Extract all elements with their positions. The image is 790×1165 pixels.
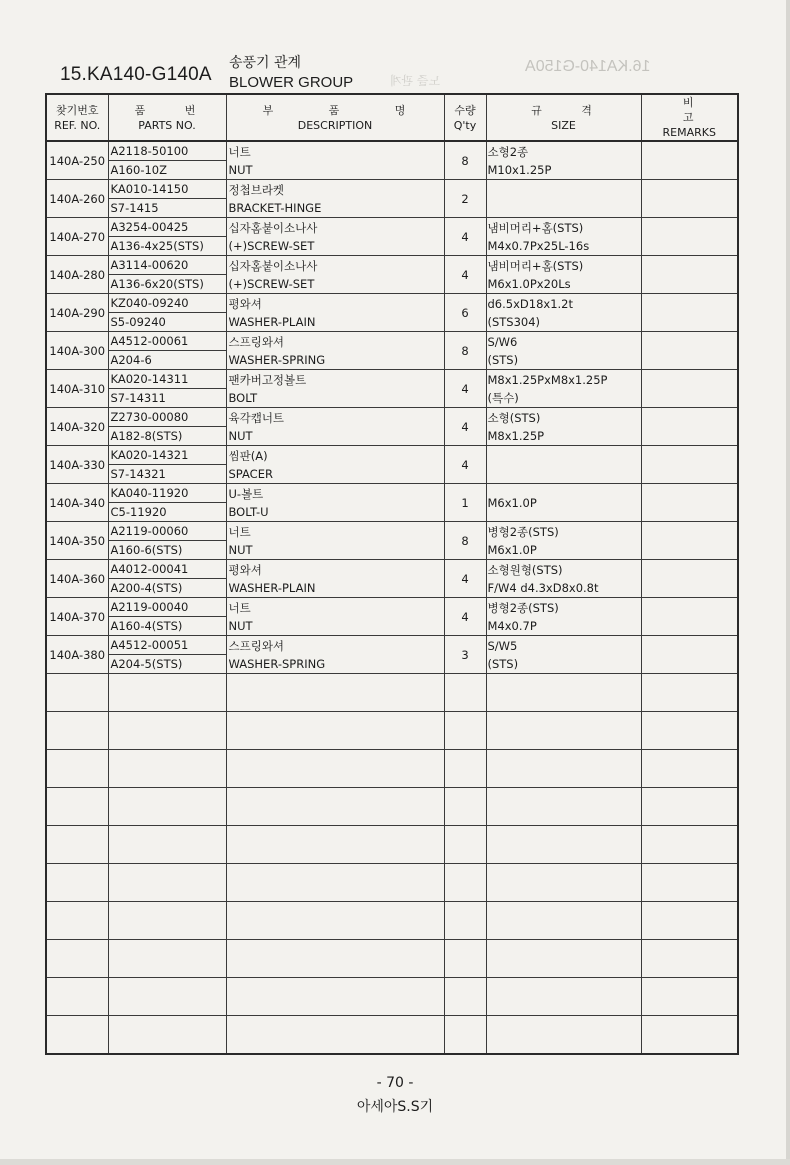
size-spec-2: M6x1.0P [487, 542, 537, 557]
description-korean: 너트 [228, 600, 251, 615]
description-cell [226, 370, 444, 408]
column-header-size: 규 격 SIZE [486, 94, 641, 141]
size-cell [486, 636, 641, 674]
quantity: 4 [444, 256, 486, 294]
parts-number: KA040-11920 [110, 486, 189, 500]
quantity: 4 [444, 370, 486, 408]
empty-cell [108, 788, 226, 826]
quantity: 8 [444, 522, 486, 560]
parts-number-cell [108, 256, 226, 294]
description-english: NUT [228, 618, 253, 633]
description-cell [226, 180, 444, 218]
parts-number: KA020-14311 [110, 372, 189, 386]
size-spec-2: M10x1.25P [487, 162, 552, 177]
empty-cell [108, 750, 226, 788]
empty-cell [226, 940, 444, 978]
parts-number: KA010-14150 [110, 182, 189, 196]
size-spec-1: 냄비머리+홈(STS) [487, 220, 584, 235]
table-row [46, 598, 738, 636]
empty-cell [486, 826, 641, 864]
empty-cell [108, 826, 226, 864]
size-cell [486, 446, 641, 484]
ref-number: 140A-260 [46, 180, 108, 218]
empty-cell [444, 940, 486, 978]
description-cell [226, 446, 444, 484]
empty-cell [226, 750, 444, 788]
parts-number-cell [108, 484, 226, 522]
parts-number-alt: S7-14311 [109, 388, 226, 407]
company-name: 아세아S.S기 [356, 1099, 434, 1115]
parts-number-cell [108, 446, 226, 484]
parts-number-cell [108, 370, 226, 408]
parts-number-alt: A204-5(STS) [109, 654, 226, 673]
ref-number: 140A-380 [46, 636, 108, 674]
page-edge-bottom [0, 1159, 790, 1165]
description-english: (+)SCREW-SET [228, 276, 315, 291]
size-cell [486, 180, 641, 218]
empty-cell [641, 1016, 738, 1055]
parts-number: A4512-00051 [110, 638, 189, 652]
description-korean: 십자홈붙이소나사 [228, 220, 318, 235]
description-korean: 스프링와셔 [228, 638, 285, 653]
remarks [641, 636, 738, 674]
description-korean: 너트 [228, 144, 251, 159]
size-spec-2: M8x1.25P [487, 428, 545, 443]
parts-number: A2119-00060 [110, 524, 189, 538]
empty-cell [108, 940, 226, 978]
empty-cell [486, 902, 641, 940]
size-spec-2: M4x0.7Px25L-16s [487, 238, 590, 253]
empty-cell [641, 750, 738, 788]
remarks [641, 370, 738, 408]
empty-cell [108, 1016, 226, 1055]
parts-number-cell [108, 522, 226, 560]
empty-cell [641, 864, 738, 902]
empty-cell [444, 750, 486, 788]
parts-number: A4512-00061 [110, 334, 189, 348]
table-row [46, 141, 738, 180]
section-code: 15.KA140-G140A [60, 64, 212, 85]
size-cell [486, 522, 641, 560]
empty-cell [486, 940, 641, 978]
description-english: NUT [228, 162, 253, 177]
parts-number-alt: A182-8(STS) [109, 426, 226, 445]
size-spec-1: d6.5xD18x1.2t [487, 296, 573, 311]
section-title-korean: 송풍기 관계 [229, 55, 302, 71]
quantity: 8 [444, 141, 486, 180]
size-spec-1: M6x1.0P [487, 495, 537, 510]
empty-cell [46, 750, 108, 788]
empty-table-row [46, 788, 738, 826]
section-title-english: BLOWER GROUP [229, 74, 354, 91]
description-english: NUT [228, 542, 253, 557]
quantity: 8 [444, 332, 486, 370]
empty-cell [444, 1016, 486, 1055]
size-spec-2: M4x0.7P [487, 618, 537, 633]
empty-table-row [46, 712, 738, 750]
empty-cell [46, 864, 108, 902]
size-cell [486, 218, 641, 256]
column-header-qty: 수량 Q'ty [444, 94, 486, 141]
size-spec-2: (STS) [487, 656, 519, 671]
size-cell [486, 408, 641, 446]
empty-cell [46, 712, 108, 750]
table-row [46, 522, 738, 560]
description-english: WASHER-SPRING [228, 656, 326, 671]
empty-cell [226, 1016, 444, 1055]
description-cell [226, 598, 444, 636]
empty-cell [444, 902, 486, 940]
empty-cell [641, 674, 738, 712]
parts-number-alt: A136-6x20(STS) [109, 274, 226, 293]
parts-number-alt: C5-11920 [109, 502, 226, 521]
description-korean: 스프링와셔 [228, 334, 285, 349]
empty-cell [641, 978, 738, 1016]
description-english: NUT [228, 428, 253, 443]
size-spec-1: 소형원형(STS) [487, 562, 563, 577]
page-header [0, 0, 790, 92]
parts-number-cell [108, 141, 226, 180]
empty-cell [226, 902, 444, 940]
parts-number-alt: S7-1415 [109, 198, 226, 217]
quantity: 6 [444, 294, 486, 332]
parts-number: KZ040-09240 [110, 296, 189, 310]
empty-table-row [46, 940, 738, 978]
table-row [46, 636, 738, 674]
remarks [641, 560, 738, 598]
parts-number-cell [108, 180, 226, 218]
size-spec-1: 소형2종 [487, 144, 529, 159]
table-row [46, 332, 738, 370]
table-header-row [46, 94, 738, 141]
remarks [641, 522, 738, 560]
size-spec-1: 병형2종(STS) [487, 524, 559, 539]
parts-number-cell [108, 636, 226, 674]
empty-cell [444, 978, 486, 1016]
empty-cell [46, 978, 108, 1016]
ref-number: 140A-320 [46, 408, 108, 446]
empty-cell [444, 826, 486, 864]
empty-cell [108, 902, 226, 940]
description-cell [226, 636, 444, 674]
quantity: 1 [444, 484, 486, 522]
ref-number: 140A-340 [46, 484, 108, 522]
table-row [46, 218, 738, 256]
size-cell [486, 141, 641, 180]
remarks [641, 408, 738, 446]
quantity: 4 [444, 598, 486, 636]
empty-table-row [46, 750, 738, 788]
size-spec-1: 병형2종(STS) [487, 600, 559, 615]
parts-number-alt: A160-6(STS) [109, 540, 226, 559]
empty-table-row [46, 864, 738, 902]
empty-cell [226, 826, 444, 864]
empty-cell [108, 978, 226, 1016]
ref-number: 140A-300 [46, 332, 108, 370]
empty-cell [444, 674, 486, 712]
description-korean: U-볼트 [228, 486, 264, 501]
empty-cell [641, 826, 738, 864]
empty-cell [486, 864, 641, 902]
parts-number-cell [108, 218, 226, 256]
parts-number-alt: S5-09240 [109, 312, 226, 331]
description-cell [226, 256, 444, 294]
parts-number-cell [108, 294, 226, 332]
parts-number-alt: A160-4(STS) [109, 616, 226, 635]
description-cell [226, 560, 444, 598]
empty-cell [46, 674, 108, 712]
description-korean: 씸판(A) [228, 448, 268, 463]
description-english: BOLT [228, 390, 258, 405]
table-row [46, 294, 738, 332]
parts-number: KA020-14321 [110, 448, 189, 462]
size-spec-2: (STS) [487, 352, 519, 367]
empty-cell [108, 674, 226, 712]
parts-table [45, 93, 739, 1055]
description-english: WASHER-PLAIN [228, 314, 316, 329]
description-korean: 평와셔 [228, 562, 262, 577]
parts-number: Z2730-00080 [110, 410, 189, 424]
ref-number: 140A-270 [46, 218, 108, 256]
page-number: - 70 - [376, 1075, 414, 1091]
ref-number: 140A-360 [46, 560, 108, 598]
quantity: 4 [444, 560, 486, 598]
description-korean: 너트 [228, 524, 251, 539]
ref-number: 140A-280 [46, 256, 108, 294]
parts-number-cell [108, 332, 226, 370]
remarks [641, 218, 738, 256]
description-english: SPACER [228, 466, 273, 481]
remarks [641, 256, 738, 294]
size-spec-2: (STS304) [487, 314, 541, 329]
description-korean: 평와셔 [228, 296, 262, 311]
column-header-ref: 찾기번호 REF. NO. [46, 94, 108, 141]
empty-cell [641, 902, 738, 940]
remarks [641, 446, 738, 484]
empty-table-row [46, 1016, 738, 1055]
size-cell [486, 256, 641, 294]
ref-number: 140A-250 [46, 141, 108, 180]
page-edge [786, 0, 790, 1165]
size-spec-1: S/W5 [487, 638, 518, 653]
empty-cell [444, 864, 486, 902]
parts-number: A2118-50100 [110, 144, 189, 158]
size-cell [486, 484, 641, 522]
description-cell [226, 141, 444, 180]
size-cell [486, 598, 641, 636]
empty-cell [226, 864, 444, 902]
empty-table-row [46, 902, 738, 940]
size-spec-2: F/W4 d4.3xD8x0.8t [487, 580, 599, 595]
remarks [641, 180, 738, 218]
quantity: 4 [444, 408, 486, 446]
empty-cell [486, 1016, 641, 1055]
empty-table-row [46, 674, 738, 712]
description-cell [226, 522, 444, 560]
empty-cell [486, 788, 641, 826]
size-cell [486, 294, 641, 332]
description-korean: 정첩브라켓 [228, 182, 285, 197]
parts-number-alt: S7-14321 [109, 464, 226, 483]
empty-cell [46, 826, 108, 864]
table-row [46, 180, 738, 218]
empty-cell [486, 674, 641, 712]
size-cell [486, 560, 641, 598]
empty-cell [486, 978, 641, 1016]
parts-number: A2119-00040 [110, 600, 189, 614]
description-cell [226, 294, 444, 332]
empty-cell [226, 674, 444, 712]
empty-cell [641, 788, 738, 826]
description-korean: 십자홈붙이소나사 [228, 258, 318, 273]
ref-number: 140A-310 [46, 370, 108, 408]
remarks [641, 484, 738, 522]
column-header-parts-no: 품 번 PARTS NO. [108, 94, 226, 141]
size-spec-1: S/W6 [487, 334, 518, 349]
remarks [641, 332, 738, 370]
empty-cell [226, 788, 444, 826]
parts-number: A4012-00041 [110, 562, 189, 576]
description-cell [226, 218, 444, 256]
table-row [46, 560, 738, 598]
empty-cell [46, 902, 108, 940]
description-english: WASHER-PLAIN [228, 580, 316, 595]
empty-cell [486, 750, 641, 788]
parts-number-alt: A136-4x25(STS) [109, 236, 226, 255]
remarks [641, 141, 738, 180]
empty-cell [46, 1016, 108, 1055]
size-spec-1: 소형(STS) [487, 410, 541, 425]
table-row [46, 408, 738, 446]
remarks [641, 598, 738, 636]
parts-table-body [46, 141, 738, 1054]
description-english: BRACKET-HINGE [228, 200, 322, 215]
empty-cell [226, 978, 444, 1016]
size-spec-1: 냄비머리+홈(STS) [487, 258, 584, 273]
size-spec-2: (특수) [487, 390, 519, 405]
ref-number: 140A-330 [46, 446, 108, 484]
quantity: 4 [444, 446, 486, 484]
description-cell [226, 484, 444, 522]
empty-table-row [46, 826, 738, 864]
bleed-through-title: 노즐 관계 [390, 74, 441, 88]
empty-cell [108, 864, 226, 902]
column-header-remarks: 비 고 REMARKS [641, 94, 738, 141]
empty-cell [444, 788, 486, 826]
empty-cell [641, 712, 738, 750]
ref-number: 140A-370 [46, 598, 108, 636]
remarks [641, 294, 738, 332]
parts-number-alt: A204-6 [109, 350, 226, 369]
table-row [46, 484, 738, 522]
bleed-through-code: 16.KA140-G150A [525, 58, 651, 75]
description-cell [226, 332, 444, 370]
empty-cell [486, 712, 641, 750]
parts-number-alt: A160-10Z [109, 160, 226, 179]
empty-table-row [46, 978, 738, 1016]
empty-cell [641, 940, 738, 978]
parts-number: A3114-00620 [110, 258, 189, 272]
quantity: 3 [444, 636, 486, 674]
table-row [46, 446, 738, 484]
ref-number: 140A-350 [46, 522, 108, 560]
size-spec-1: M8x1.25PxM8x1.25P [487, 372, 608, 387]
table-row [46, 370, 738, 408]
empty-cell [46, 940, 108, 978]
parts-number-cell [108, 598, 226, 636]
size-cell [486, 332, 641, 370]
description-english: WASHER-SPRING [228, 352, 326, 367]
empty-cell [444, 712, 486, 750]
quantity: 4 [444, 218, 486, 256]
table-row [46, 256, 738, 294]
parts-number-cell [108, 560, 226, 598]
description-english: BOLT-U [228, 504, 269, 519]
parts-number-alt: A200-4(STS) [109, 578, 226, 597]
empty-cell [226, 712, 444, 750]
ref-number: 140A-290 [46, 294, 108, 332]
empty-cell [108, 712, 226, 750]
size-spec-2: M6x1.0Px20Ls [487, 276, 571, 291]
quantity: 2 [444, 180, 486, 218]
description-korean: 팬카버고정볼트 [228, 372, 307, 387]
description-cell [226, 408, 444, 446]
column-header-description: 부 품 명 DESCRIPTION [226, 94, 444, 141]
description-english: (+)SCREW-SET [228, 238, 315, 253]
empty-cell [46, 788, 108, 826]
size-cell [486, 370, 641, 408]
parts-number-cell [108, 408, 226, 446]
description-korean: 육각캡너트 [228, 410, 285, 425]
parts-number: A3254-00425 [110, 220, 189, 234]
